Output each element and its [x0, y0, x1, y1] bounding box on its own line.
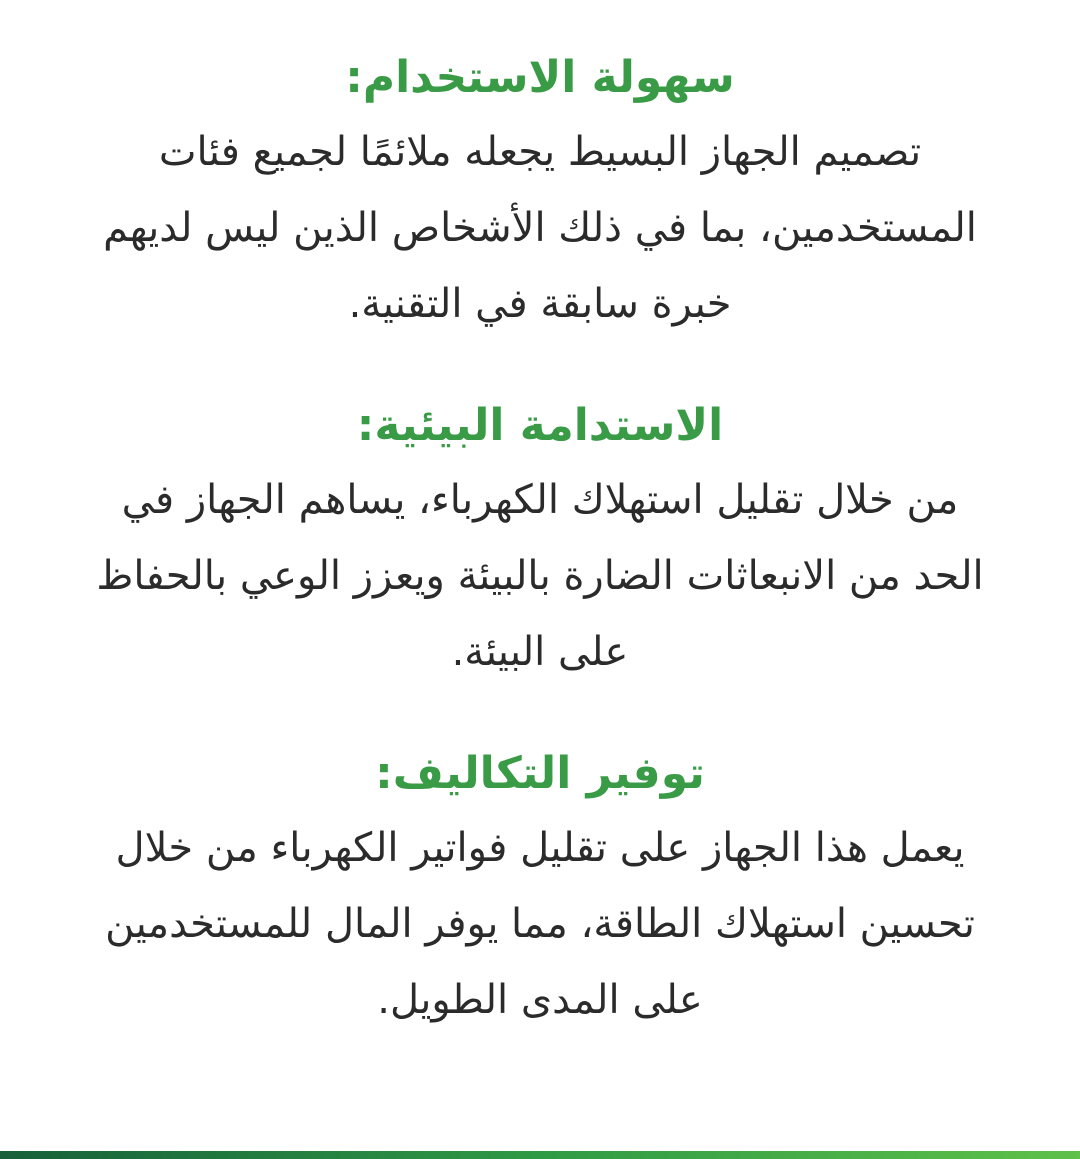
feature-heading: توفير التكاليف: — [375, 748, 705, 799]
feature-heading: سهولة الاستخدام: — [345, 52, 735, 103]
feature-heading: الاستدامة البيئية: — [356, 400, 724, 451]
bottom-accent-bar — [0, 1151, 1080, 1159]
feature-cost-saving — [0, 738, 1080, 1038]
feature-description: من خلال تقليل استهلاك الكهرباء، يساهم الجهاز في الحد من الانبعاثات الضارة بالبيئة ويعزز الوعي بالحفاظ على البيئة. — [96, 477, 984, 675]
feature-description: تصميم الجهاز البسيط يجعله ملائمًا لجميع فئات المستخدمين، بما في ذلك الأشخاص الذين ليس لديهم خبرة سابقة في التقنية. — [103, 129, 977, 327]
feature-description: يعمل هذا الجهاز على تقليل فواتير الكهرباء من خلال تحسين استهلاك الطاقة، مما يوفر المال للمستخدمين على المدى الطويل. — [105, 825, 975, 1023]
feature-ease-of-use — [0, 42, 1080, 342]
features-content — [0, 42, 1080, 1038]
feature-environmental-sustainability — [0, 390, 1080, 690]
